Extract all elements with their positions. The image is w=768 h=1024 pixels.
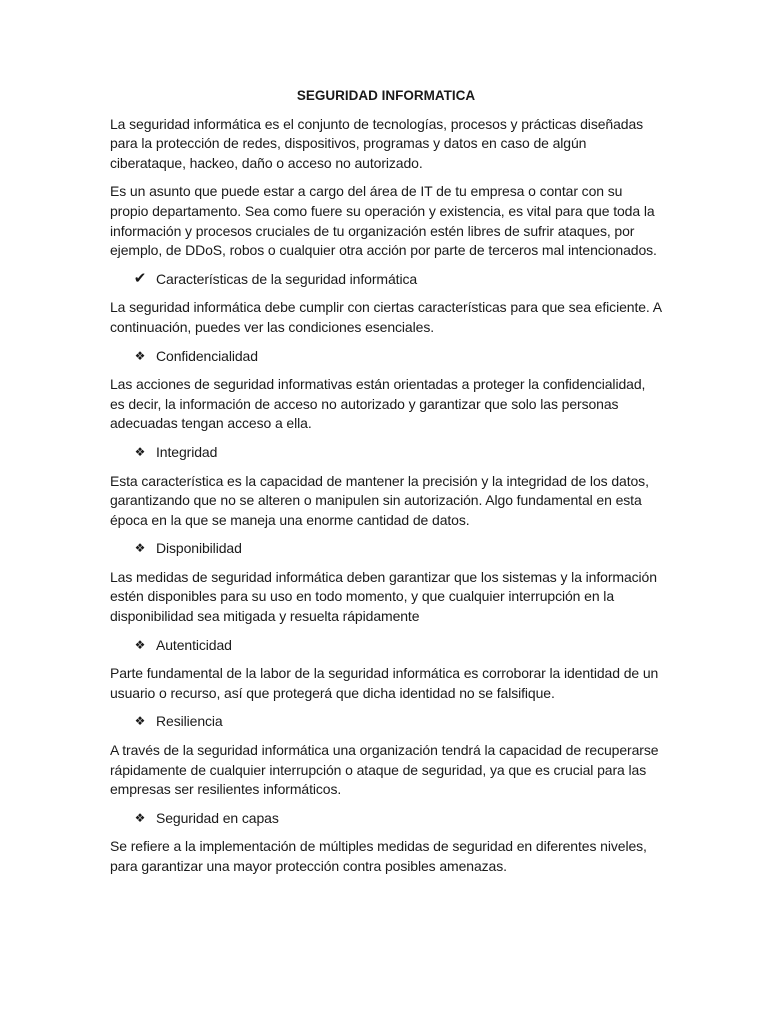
list-item-heading: [110, 443, 662, 463]
section-heading-text: Características de la seguridad informática: [156, 270, 418, 287]
four-diamond-bullet-icon: ❖: [134, 444, 146, 459]
list-item-label: Resiliencia: [156, 713, 223, 730]
check-icon: ✔: [133, 268, 147, 287]
list-item-heading: [110, 712, 662, 732]
list-item-label: Seguridad en capas: [156, 809, 279, 826]
list-item-label: Confidencialidad: [156, 347, 258, 364]
list-item-label: Autenticidad: [156, 636, 232, 653]
list-item-heading: [110, 347, 662, 367]
list-item-text: Las medidas de seguridad informática deben garantizar que los sistemas y la información estén disponibles para su uso en todo momento, y que cualquier interrupción en la disponibilidad sea mitigada y resuelta rápidamente: [110, 568, 657, 625]
list-item-text: Se refiere a la implementación de múltiples medidas de seguridad en diferentes niveles, para garantizar una mayor protección contra posibles amenazas.: [110, 838, 647, 874]
list-item-label: Disponibilidad: [156, 540, 242, 557]
list-item-heading: [110, 539, 662, 559]
four-diamond-bullet-icon: ❖: [134, 541, 146, 556]
context-paragraph: Es un asunto que puede estar a cargo del área de IT de tu empresa o contar con su propio departamento. Sea como fuere su operación y existencia, es vital para que toda la información y procesos cruciales de tu organización estén libres de sufrir ataques, por ejemplo, de DDoS, robos o cualquier otra acción por parte de terceros mal intencionados.: [110, 183, 657, 259]
list-item-text: A través de la seguridad informática una organización tendrá la capacidad de recuperarse rápidamente de cualquier interrupción o ataque de seguridad, ya que es crucial para las empresas ser resilientes informáticos.: [110, 742, 659, 798]
document-body: [110, 86, 662, 886]
intro-paragraph: La seguridad informática es el conjunto de tecnologías, procesos y prácticas diseñadas para la protección de redes, dispositivos, programas y datos en caso de algún ciberataque, hackeo, daño o acceso no autorizado.: [110, 115, 644, 171]
list-item-label: Integridad: [156, 443, 218, 460]
list-item-text: Parte fundamental de la labor de la seguridad informática es corroborar la identidad de un usuario o recurso, así que protegerá que dicha identidad no se falsifique.: [110, 665, 659, 701]
four-diamond-bullet-icon: ❖: [134, 348, 146, 363]
list-item-text: Esta característica es la capacidad de mantener la precisión y la integridad de los datos, garantizando que no se alteren o manipulen sin autorización. Algo fundamental en esta época en la que se maneja una enorme cantidad de datos.: [110, 472, 649, 528]
four-diamond-bullet-icon: ❖: [134, 637, 146, 652]
document-title: SEGURIDAD INFORMATICA: [296, 88, 476, 103]
list-item-heading: [110, 636, 662, 656]
four-diamond-bullet-icon: ❖: [134, 714, 146, 729]
section-intro-paragraph: La seguridad informática debe cumplir con ciertas características para que sea eficiente. A continuación, puedes ver las condiciones esenciales.: [110, 299, 662, 335]
list-item-text: Las acciones de seguridad informativas están orientadas a proteger la confidencialidad, es decir, la información de acceso no autorizado y garantizar que solo las personas adecuadas tengan acceso a ella.: [110, 376, 646, 432]
section-heading: [110, 270, 662, 290]
list-item-heading: [110, 809, 662, 829]
four-diamond-bullet-icon: ❖: [134, 810, 146, 825]
